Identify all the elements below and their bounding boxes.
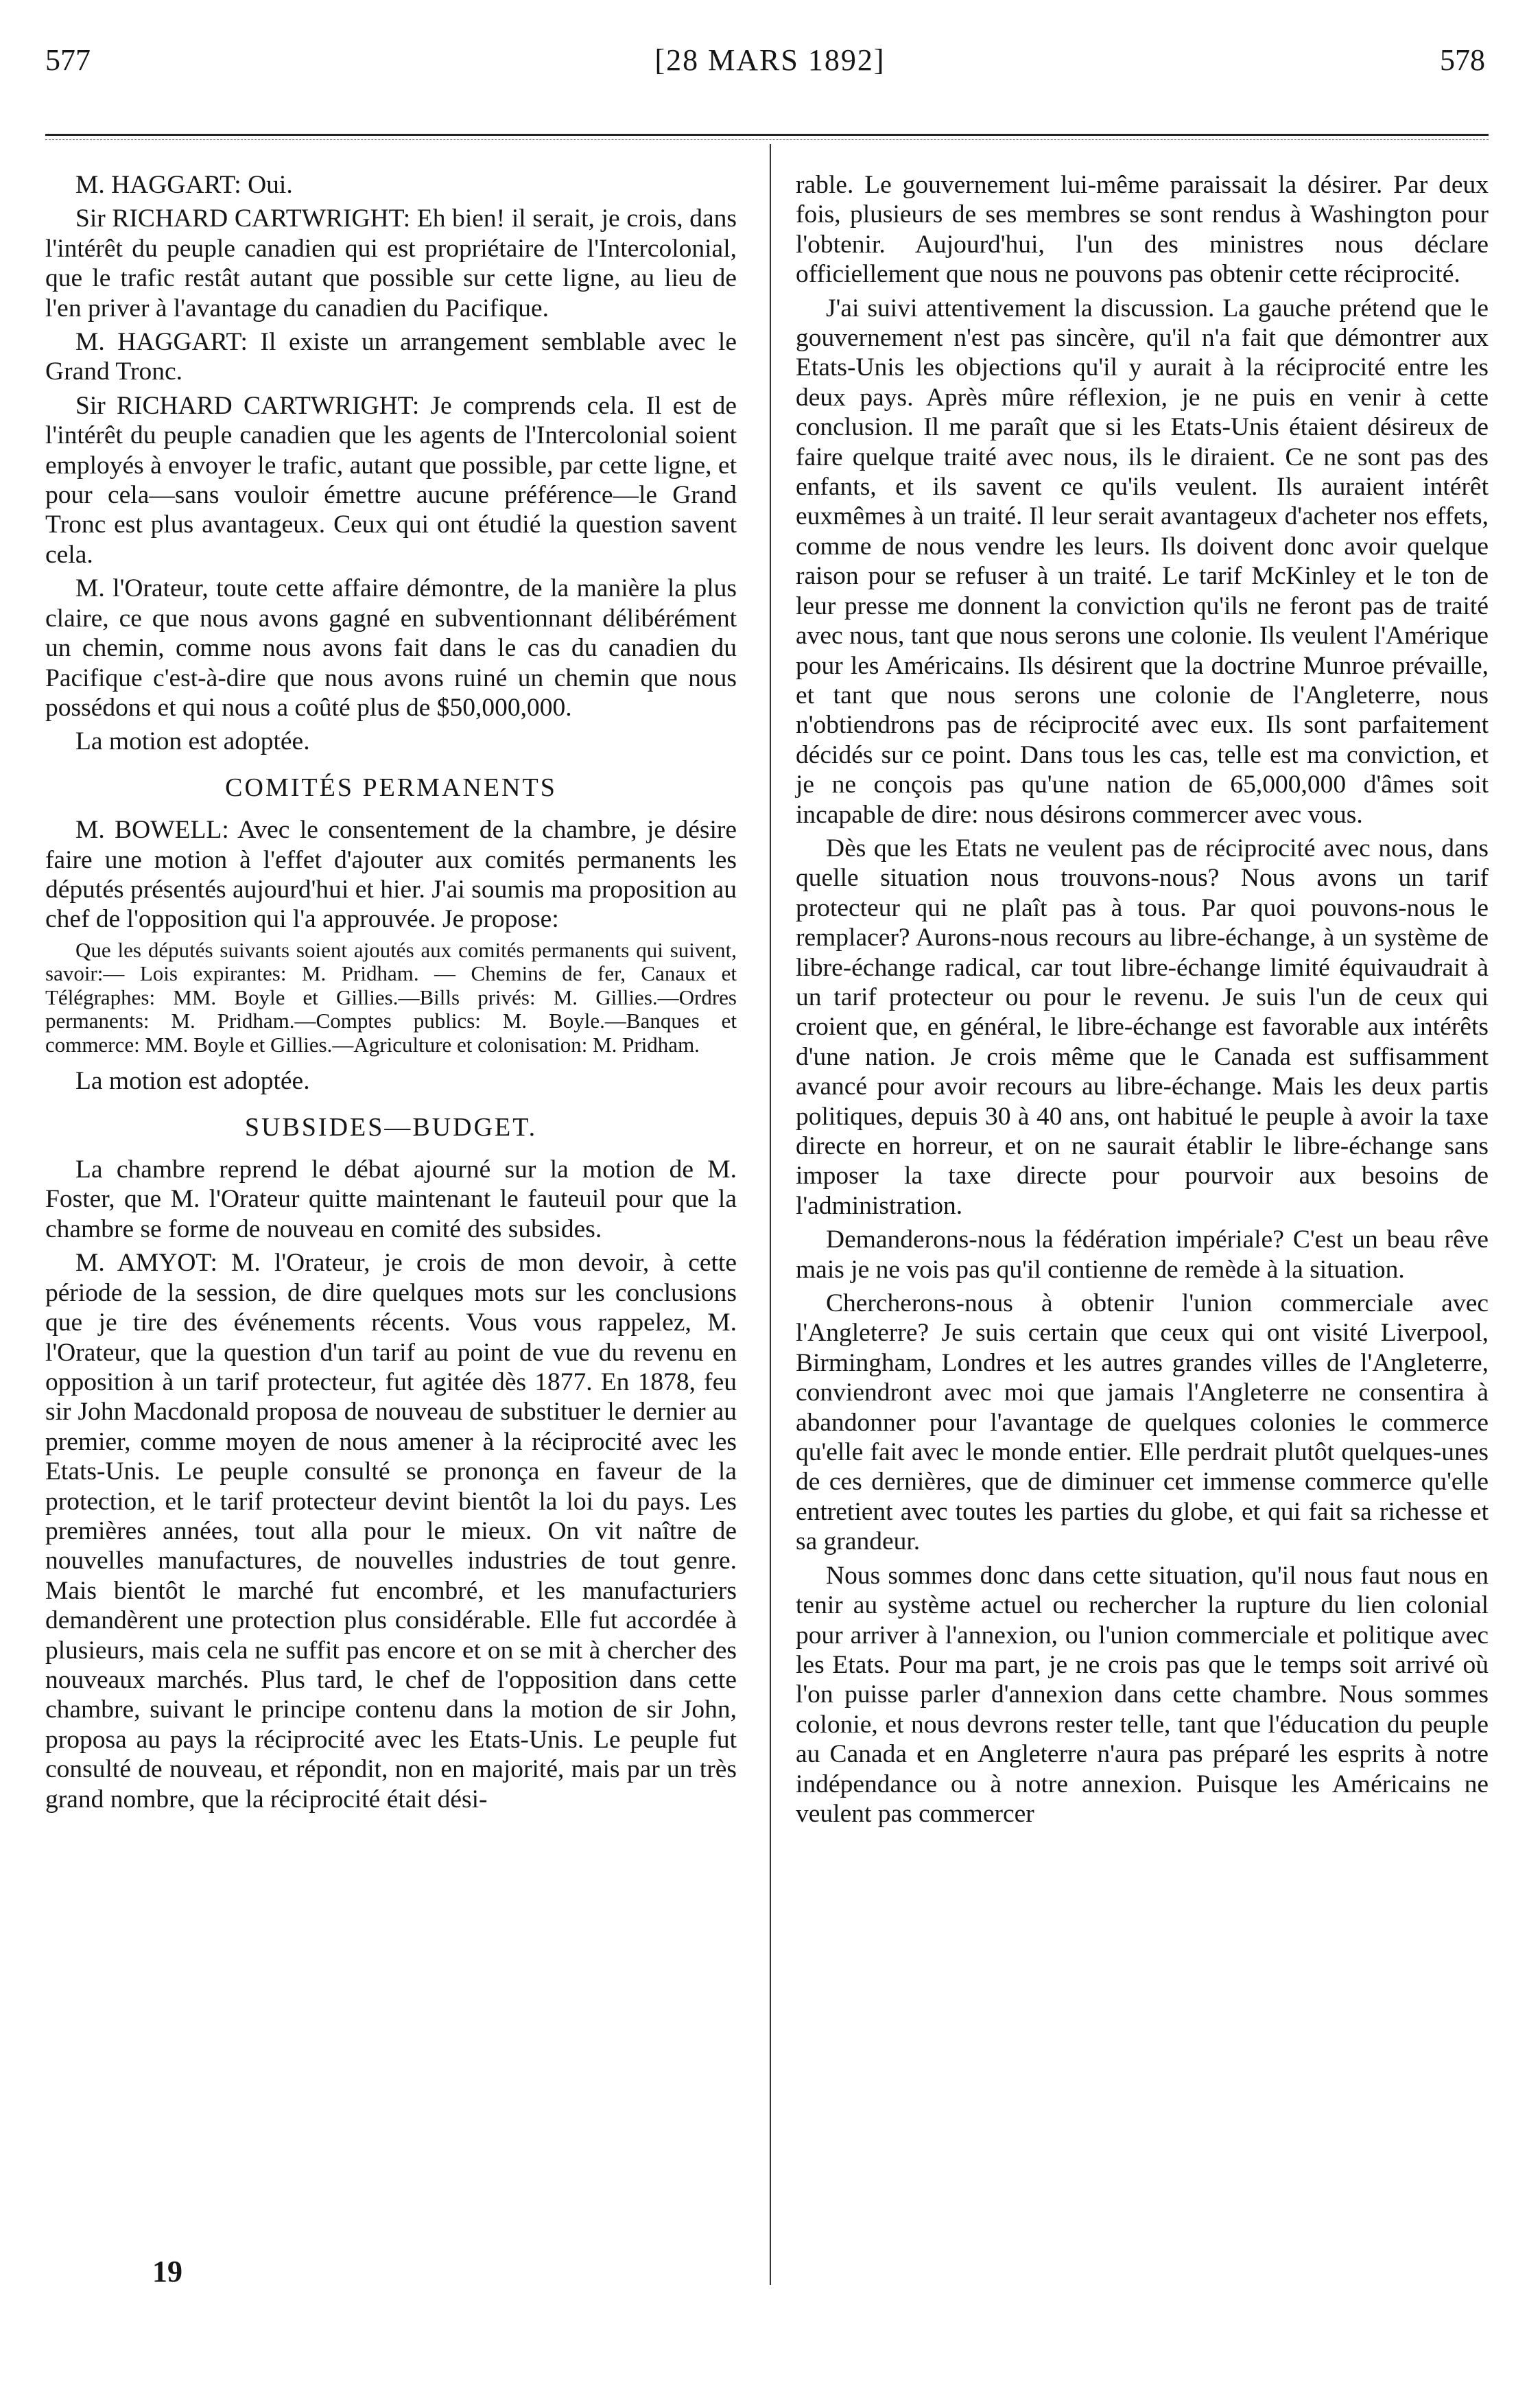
header-rule bbox=[45, 134, 1489, 136]
paragraph: M. BOWELL: Avec le consentement de la chambre, je désire faire une motion à l'effet d'ajouter aux comités permanents les députés présentés aujourd'hui et hier. J'ai soumis ma proposition au chef de l'opposition qui l'a approuvée. Je propose: bbox=[45, 816, 737, 934]
paragraph: Dès que les Etats ne veulent pas de réciprocité avec nous, dans quelle situation nous trouvons-nous? Nous avons un tarif protecteur qui ne plaît pas à tous. Par quoi pouvons-nous le remplacer? Aurons-nous recours au libre-échange, à un système de libre-échange radical, car tout libre-échange limité équivaudrait à un tarif protecteur ou pour le revenu. Je suis l'un de ceux qui croient que, en général, le libre-échange est favorable aux intérêts d'une nation. Je crois même que le Canada est suffisamment avancé pour avoir recours au libre-échange. Mais les deux partis politiques, depuis 30 à 40 ans, ont habitué le peuple à avoir la taxe directe en horreur, et on ne saurait établir le libre-échange sans imposer la taxe directe pour pourvoir aux besoins de l'administration. bbox=[796, 834, 1489, 1220]
paragraph: La chambre reprend le débat ajourné sur la motion de M. Foster, que M. l'Orateur quitte maintenant le fauteuil pour que la chambre se forme de nouveau en comité des subsides. bbox=[45, 1155, 737, 1243]
paragraph: J'ai suivi attentivement la discussion. La gauche prétend que le gouvernement n'est pas sincère, qu'il n'a fait que démontrer aux Etats-Unis les objections qu'il y aurait à la réciprocité entre les deux pays. Après mûre réflexion, je ne puis en venir à cette conclusion. Il me paraît que si les Etats-Unis étaient désireux de faire quelque traité avec nous, ils le diraient. Ce ne sont pas des enfants, et ils savent ce qu'ils veulent. Ils auraient intérêt euxmêmes à un traité. Il leur serait avantageux d'acheter nos effets, comme de nous vendre les leurs. Ils doivent donc avoir quelque raison pour se refuser à un traité. Le tarif McKinley et le ton de leur presse me donnent la conviction qu'ils ne feront pas de traité avec nous, tant que nous serons une colonie. Ils veulent l'Amérique pour les Américains. Ils désirent que la doctrine Munroe prévaille, et tant que nous serons une colonie de l'Angleterre, nous n'obtiendrons pas de réciprocité avec eux. Ils sont parfaitement décidés sur ce point. Dans tous les cas, telle est ma conviction, et je ne conçois pas qu'une nation de 65,000,000 d'âmes soit incapable de dire: nous désirons commercer avec vous. bbox=[796, 294, 1489, 829]
paragraph: Nous sommes donc dans cette situation, qu'il nous faut nous en tenir au système actuel ou rechercher la rupture du lien colonial pour arriver à l'annexion, ou l'union commerciale et politique avec les Etats. Pour ma part, je ne crois pas que le temps soit arrivé où l'on puisse parler d'annexion dans cette chambre. Nous sommes colonie, et nous devrons rester telle, tant que l'éducation du peuple au Canada et en Angleterre n'aura pas préparé les esprits à notre indépendance ou à notre annexion. Puisque les Américains ne veulent pas commercer bbox=[796, 1561, 1489, 1828]
right-column bbox=[796, 170, 1489, 1829]
paragraph: M. HAGGART: Oui. bbox=[75, 171, 293, 199]
paragraph: Chercherons-nous à obtenir l'union commerciale avec l'Angleterre? Je suis certain que ceux qui ont visité Liverpool, Birmingham, Londres et les autres grandes villes de l'Angleterre, conviendront avec moi que jamais l'Angleterre ne consentira à abandonner pour l'avantage de quelques colonies le commerce qu'elle fait avec le monde entier. Elle perdrait plutôt quelques-unes de ces dernières, que de diminuer cet immense commerce qu'elle entretient avec toutes les parties du globe, et qui fait sa richesse et sa grandeur. bbox=[796, 1289, 1489, 1556]
signature-number: 19 bbox=[152, 2255, 182, 2288]
left-column bbox=[45, 170, 737, 1814]
section-heading: COMITÉS PERMANENTS bbox=[225, 773, 557, 802]
paragraph: rable. Le gouvernement lui-même paraissait la désirer. Par deux fois, plusieurs de ses membres se sont rendus à Washington pour l'obtenir. Aujourd'hui, l'un des ministres nous déclare officiellement que nous ne pouvons pas obtenir cette réciprocité. bbox=[796, 171, 1489, 289]
paragraph: Demanderons-nous la fédération impériale? C'est un beau rêve mais je ne vois pas qu'il contienne de remède à la situation. bbox=[796, 1225, 1489, 1284]
page-header bbox=[0, 43, 1540, 91]
paragraph: La motion est adoptée. bbox=[75, 727, 310, 756]
section-heading: SUBSIDES—BUDGET. bbox=[244, 1112, 538, 1142]
paragraph: M. AMYOT: M. l'Orateur, je crois de mon devoir, à cette période de la session, de dire quelques mots sur les conclusions que je tire des événements récents. Vous vous rappelez, M. l'Orateur, que la question d'un tarif au point de vue du revenu en opposition à un tarif protecteur, fut agitée dès 1877. En 1878, feu sir John Macdonald proposa de nouveau de substituer le dernier au premier, comme moyen de nous amener à la réciprocité avec les Etats-Unis. Le peuple consulté se prononça en faveur de la protection, et le tarif protecteur devint bientôt la loi du pays. Les premières années, tout alla pour le mieux. On vit naître de nouvelles manufactures, de nouvelles industries de tout genre. Mais bientôt le marché fut encombré, et les manufacturiers demandèrent une protection plus considérable. Elle fut accordée à plusieurs, mais cela ne suffit pas encore et on se mit à chercher des nouveaux marchés. Plus tard, le chef de l'opposition dans cette chambre, suivant le principe contenu dans la motion de sir John, proposa au pays la réciprocité avec les Etats-Unis. Le peuple fut consulté de nouveau, et répondit, non en majorité, mais par un très grand nombre, que la réciprocité était dési- bbox=[45, 1249, 737, 1813]
session-date: [28 MARS 1892] bbox=[654, 43, 886, 77]
paragraph: La motion est adoptée. bbox=[75, 1067, 310, 1096]
page-number-right: 578 bbox=[1440, 43, 1485, 77]
motion-text: Que les députés suivants soient ajoutés aux comités permanents qui suivent, savoir:— Lois expirantes: M. Pridham. — Chemins de fer, Canaux et Télégraphes: MM. Boyle et Gillies.—Bills privés: M. Gillies.—Ordres permanents: M. Pridham.—Comptes publics: M. Boyle.—Banques et commerce: MM. Boyle et Gillies.—Agriculture et colonisation: M. Pridham. bbox=[45, 937, 737, 1057]
paragraph: Sir RICHARD CARTWRIGHT: Je comprends cela. Il est de l'intérêt du peuple canadien que les agents de l'Intercolonial soient employés à envoyer le trafic, autant que possible, par cette ligne, et pour cela—sans vouloir émettre aucune préférence—le Grand Tronc est plus avantageux. Ceux qui ont étudié la question savent cela. bbox=[45, 391, 737, 569]
header-rule-dashed bbox=[45, 139, 1489, 140]
paragraph: M. HAGGART: Il existe un arrangement semblable avec le Grand Tronc. bbox=[45, 328, 737, 386]
paragraph: Sir RICHARD CARTWRIGHT: Eh bien! il serait, je crois, dans l'intérêt du peuple canadien qui est propriétaire de l'Intercolonial, que le trafic restât autant que possible sur cette ligne, au lieu de l'en priver à l'avantage du canadien du Pacifique. bbox=[45, 204, 737, 322]
paragraph: M. l'Orateur, toute cette affaire démontre, de la manière la plus claire, ce que nous avons gagné en subventionnant délibérément un chemin, comme nous avons fait dans le cas du canadien du Pacifique c'est-à-dire que nous avons ruiné un chemin que nous possédons et qui nous a coûté plus de $50,000,000. bbox=[45, 574, 737, 722]
column-divider bbox=[770, 144, 771, 2285]
page-number-left: 577 bbox=[45, 43, 91, 77]
